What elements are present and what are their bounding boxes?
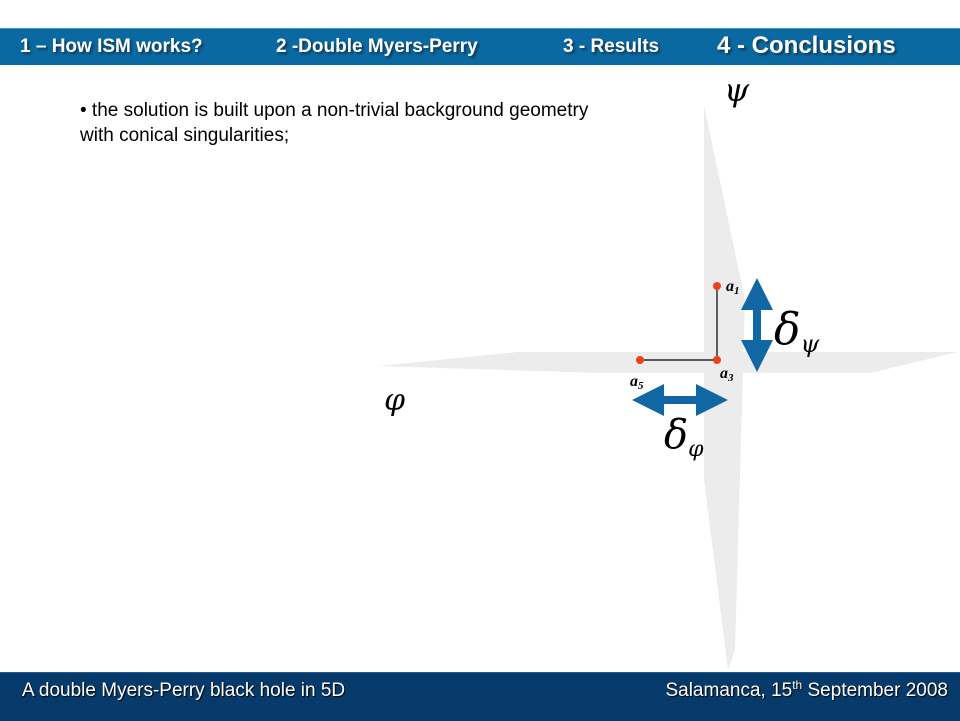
- label-a3-sub: 3: [728, 372, 734, 384]
- horizontal-plane: [378, 352, 958, 373]
- label-a5: a: [630, 373, 638, 390]
- label-a3: a: [720, 365, 728, 382]
- svg-text:δψ: [774, 304, 821, 358]
- nav-item-conclusions[interactable]: 4 - Conclusions: [717, 32, 896, 59]
- delta-phi-symbol: δ: [664, 412, 689, 458]
- footer-bar: [0, 672, 960, 721]
- svg-text:a5: [630, 373, 644, 392]
- label-a1-sub: 1: [734, 285, 740, 297]
- label-a1: a: [726, 278, 734, 295]
- footer-title: A double Myers-Perry black hole in 5D: [22, 680, 346, 701]
- label-a5-sub: 5: [638, 380, 644, 392]
- svg-text:δφ: [664, 412, 704, 462]
- footer-venue: [665, 680, 948, 702]
- delta-psi-subscript: ψ: [800, 330, 820, 358]
- nav-item-results[interactable]: 3 - Results: [563, 36, 660, 57]
- point-a1: [713, 282, 721, 290]
- delta-psi-symbol: δ: [774, 304, 801, 355]
- nav-item-double-myers-perry[interactable]: 2 -Double Myers-Perry: [276, 36, 478, 57]
- axis-label-phi: φ: [384, 383, 406, 418]
- delta-phi-subscript: φ: [688, 437, 704, 462]
- nav-item-how-ism-works[interactable]: 1 – How ISM works?: [20, 36, 203, 57]
- bullet-point: • the solution is built upon a non-trivial background geometry with conical singularities;: [80, 100, 589, 146]
- axis-label-psi: ψ: [724, 71, 750, 109]
- point-a3: [713, 356, 721, 364]
- footer-venue-sup: th: [792, 678, 803, 692]
- footer-venue-prefix: Salamanca, 15: [665, 680, 793, 701]
- footer-venue-suffix: September 2008: [802, 680, 948, 701]
- vertical-plane: [704, 105, 745, 670]
- point-a5: [636, 356, 644, 364]
